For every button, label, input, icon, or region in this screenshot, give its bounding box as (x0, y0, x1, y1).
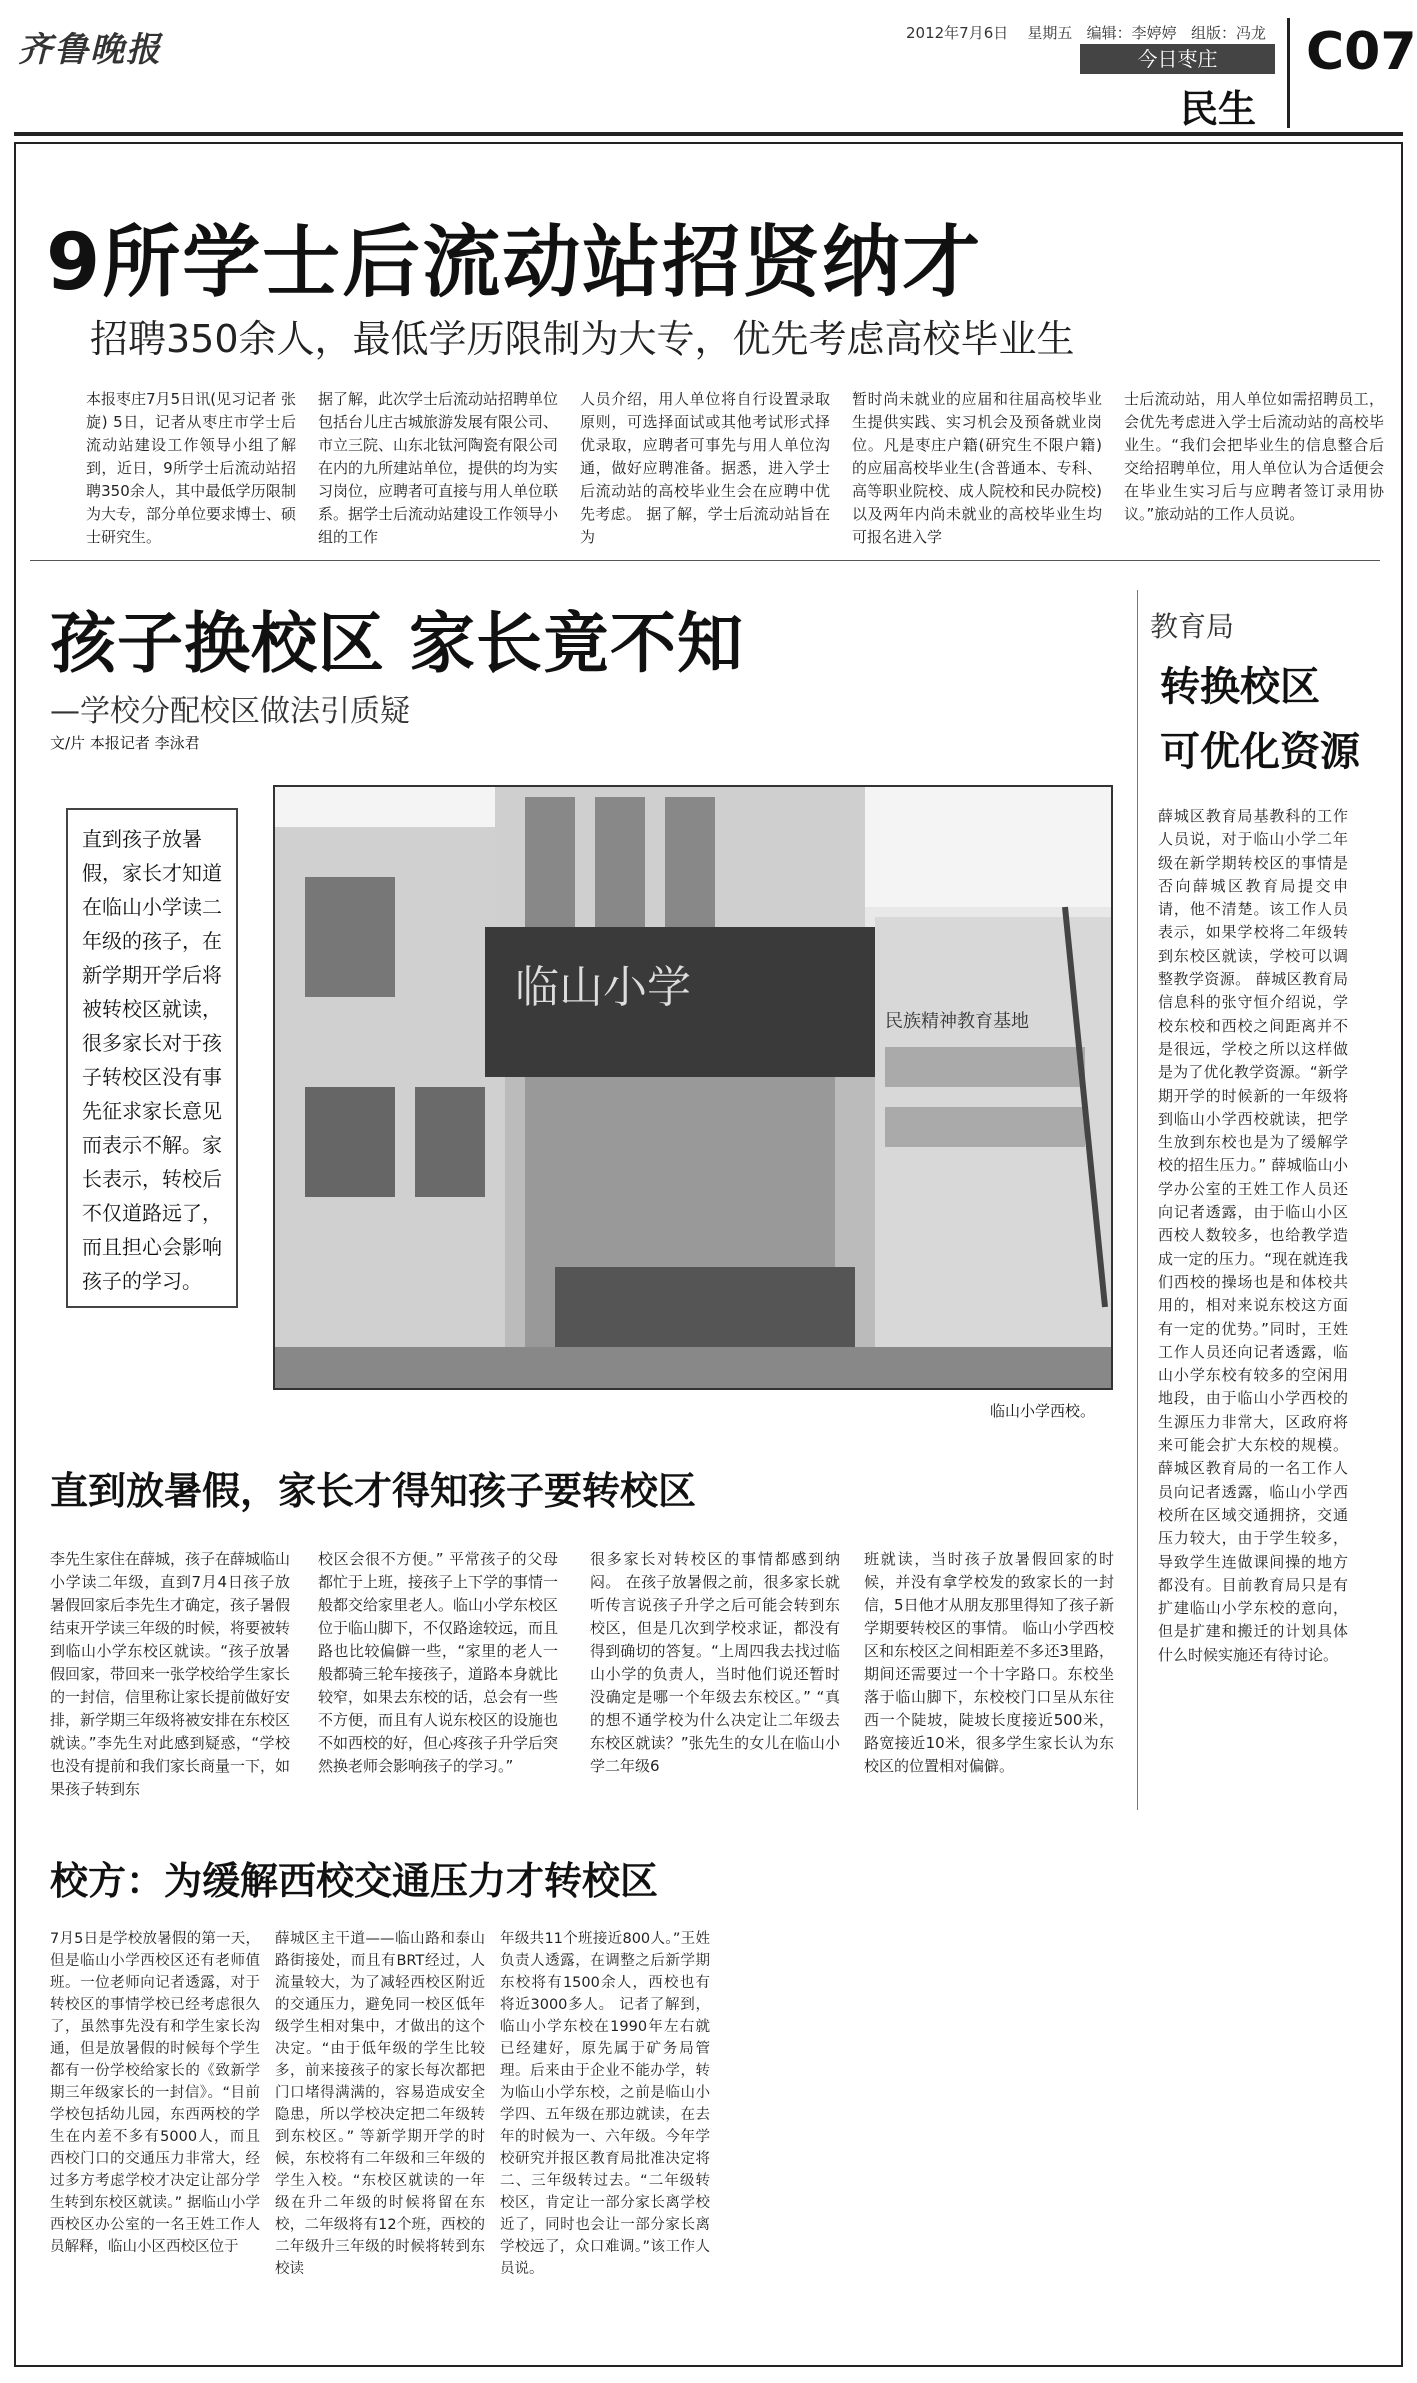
masthead-rule (14, 132, 1403, 136)
school-sign: 临山小学 (515, 962, 691, 1013)
masthead-divider (1287, 18, 1290, 128)
story1-headline: 9所学士后流动站招贤纳才 (46, 218, 983, 308)
school-photo (273, 785, 1113, 1390)
weekday: 星期五 (1027, 24, 1073, 42)
section2-title: 校方：为缓解西校交通压力才转校区 (50, 1859, 659, 1903)
story1-subhead: 招聘350余人，最低学历限制为大专，优先考虑高校毕业生 (90, 317, 1075, 361)
sidebar-divider (1137, 590, 1138, 1810)
story1-col-3: 人员介绍，用人单位将自行设置录取原则，可选择面试或其他考试形式择优录取，应聘者可事先与用人单位沟通，做好应聘准备。据悉，进入学士后流动站的高校毕业生会在应聘中优先考虑。 据了解，学士后流动站旨在为 (580, 390, 830, 546)
page-number: C07 (1306, 22, 1417, 82)
photo-caption: 临山小学西校。 (990, 1402, 1096, 1420)
sidebar-kicker: 教育局 (1150, 610, 1235, 643)
layout-editor: 组版：冯龙 (1191, 24, 1267, 42)
newspaper-logo: 齐鲁晚报 (18, 30, 162, 70)
pull-quote: 直到孩子放暑假，家长才知道在临山小学读二年级的孩子，在新学期开学后将被转校区就读，很多家长对于孩子转校区没有事先征求家长意见而表示不解。家长表示，转校后不仅道路远了，而且担心会影响孩子的学习。 (66, 808, 238, 1308)
school-building-illustration (275, 787, 1111, 1388)
section1-title: 直到放暑假，家长才得知孩子要转校区 (50, 1469, 697, 1513)
story1-col-2: 据了解，此次学士后流动站招聘单位包括台儿庄古城旅游发展有限公司、市立三院、山东北钛河陶瓷有限公司在内的九所建站单位，提供的均为实习岗位，应聘者可直接与用人单位联系。据学士后流动站建设工作领导小组的工作 (318, 390, 559, 546)
section1-col-2: 校区会很不方便。” 平常孩子的父母都忙于上班，接孩子上下学的事情一般都交给家里老人。临山小学东校区位于临山脚下，不仅路途较远，而且路也比较偏僻一些，“家里的老人一般都骑三轮车接孩子，道路本身就比较窄，如果去东校的话，总会有一些不方便，而且有人说东校区的设施也不如西校的好，但心疼孩子升学后突然换老师会影响孩子的学习。” (318, 1550, 559, 1775)
banner-text: 民族精神教育基地 (885, 1011, 1029, 1032)
section2-col-1: 7月5日是学校放暑假的第一天，但是临山小学西校区还有老师值班。一位老师向记者透露，对于转校区的事情学校已经考虑很久了，虽然事先没有和学生家长沟通，但是放暑假的时候每个学生都有一份学校给家长的《致新学期三年级家长的一封信》。“目前学校包括幼儿园，东西两校的学生在内差不多有5000人，而且西校门口的交通压力非常大，经过多方考虑学校才决定让部分学生转到东校区就读。” 据临山小学西校区办公室的一名王姓工作人员解释，临山小区西校区位于 (50, 1931, 260, 2255)
section1-col-3: 很多家长对转校区的事情都感到纳闷。 在孩子放暑假之前，很多家长就听传言说孩子升学之后可能会转到东校区，但是几次到学校求证，都没有得到确切的答复。“上周四我去找过临山小学的负责人，当时他们说还暂时没确定是哪一个年级去东校区。” “真的想不通学校为什么决定让二年级去东校区就读？”张先生的女儿在临山小学二年级6 (590, 1550, 840, 1775)
story2-subhead: —学校分配校区做法引质疑 (50, 694, 410, 729)
section2-col-3: 年级共11个班接近800人。”王姓负责人透露，在调整之后新学期东校将有1500余人，西校也有将近3000多人。 记者了解到，临山小学东校在1990年左右就已经建好，原先属于矿务局管理。后来由于企业不能办学，转为临山小学东校，之前是临山小学四、五年级在那边就读，在去年的时候为一、六年级。今年学校研究并报区教育局批准决定将二、三年级转过去。“二年级转校区，肯定让一部分家长离学校近了，同时也会让一部分家长离学校远了，众口难调。”该工作人员说。 (500, 1931, 710, 2277)
sidebar-title-line2: 可优化资源 (1160, 729, 1360, 775)
story1-col-1: 本报枣庄7月5日讯(见习记者 张旋) 5日，记者从枣庄市学士后流动站建设工作领导小组了解到，近日，9所学士后流动站招聘350余人，其中最低学历限制为大专，部分单位要求博士、硕士研究生。 (86, 390, 297, 546)
section-name: 民生 (1180, 87, 1257, 131)
section1-col-1: 李先生家住在薛城，孩子在薛城临山小学读二年级，直到7月4日孩子放暑假回家后李先生才确定，孩子暑假结束开学读三年级的时候，将要被转到临山小学东校区就读。“孩子放暑假回家，带回来一张学校给学生家长的一封信，信里称让家长提前做好安排，新学期三年级将被安排在东校区就读。”李先生对此感到疑惑，“学校也没有提前和我们家长商量一下，如果孩子转到东 (50, 1550, 291, 1798)
section1-col-4: 班就读，当时孩子放暑假回家的时候，并没有拿学校发的致家长的一封信，5日他才从朋友那里得知了孩子新学期要转校区的事情。 临山小学西校区和东校区之间相距差不多还3里路，期间还需要过一个十字路口。东校坐落于临山脚下，东校校门口呈从东往西一个陡坡，陡坡长度接近500米，路宽接近10米，很多学生家长认为东校区的位置相对偏僻。 (864, 1550, 1114, 1775)
story1-col-5: 士后流动站，用人单位如需招聘员工，会优先考虑进入学士后流动站的高校毕业生。“我们会把毕业生的信息整合后交给招聘单位，用人单位认为合适便会在毕业生实习后与应聘者签订录用协议。”旅动站的工作人员说。 (1124, 390, 1384, 523)
editor: 编辑：李婷婷 (1086, 24, 1177, 42)
section2-col-2: 薛城区主干道——临山路和泰山路街接处，而且有BRT经过，人流量较大，为了减轻西校区附近的交通压力，避免同一校区低年级学生相对集中，才做出的这个决定。“由于低年级的学生比较多，前来接孩子的家长每次都把门口堵得满满的，容易造成安全隐患，所以学校决定把二年级转到东校区。” 等新学期开学的时候，东校将有二年级和三年级的学生入校。“东校区就读的一年级在升二年级的时候将留在东校，二年级将有12个班，西校的二年级升三年级的时候将转到东校读 (275, 1931, 485, 2277)
story1-col-4: 暂时尚未就业的应届和往届高校毕业生提供实践、实习机会及预备就业岗位。凡是枣庄户籍(研究生不限户籍)的应届高校毕业生(含普通本、专科、高等职业院校、成人院校和民办院校)以及两年内尚未就业的高校毕业生均可报名进入学 (852, 390, 1102, 546)
dateline (906, 22, 1266, 43)
sidebar-title-line1: 转换校区 (1160, 664, 1320, 710)
story2-byline: 文/片 本报记者 李泳君 (50, 734, 200, 752)
story2-headline: 孩子换校区 家长竟不知 (50, 605, 744, 682)
section-tag: 今日枣庄 (1080, 44, 1275, 74)
sidebar-body: 薛城区教育局基教科的工作人员说，对于临山小学二年级在新学期转校区的事情是否向薛城区教育局提交申请，他不清楚。该工作人员表示，如果学校将二年级转到东校区就读，学校可以调整教学资源。 薛城区教育局信息科的张守恒介绍说，学校东校和西校之间距离并不是很远，学校之所以这样做是为了优化教学资源。“新学期开学的时候新的一年级将到临山小学西校就读，把学生放到东校也是为了缓解学校的招生压力。” 薛城临山小学办公室的王姓工作人员还向记者透露，由于临山小区西校人数较多，也给教学造成一定的压力。“现在就连我们西校的操场也是和体校共用的，相对来说东校这方面有一定的优势。”同时，王姓工作人员还向记者透露，临山小学东校有较多的空闲用地段，由于临山小学西校的生源压力非常大，区政府将来可能会扩大东校的规模。 薛城区教育局的一名工作人员向记者透露，临山小学西校所在区域交通拥挤，交通压力较大，由于学生较多，导致学生连做课间操的地方都没有。目前教育局只是有扩建临山小学东校的意向，但是扩建和搬迁的计划具体什么时候实施还有待讨论。 (1158, 807, 1348, 1664)
date: 2012年7月6日 (906, 24, 1009, 42)
story1-rule (30, 560, 1380, 561)
